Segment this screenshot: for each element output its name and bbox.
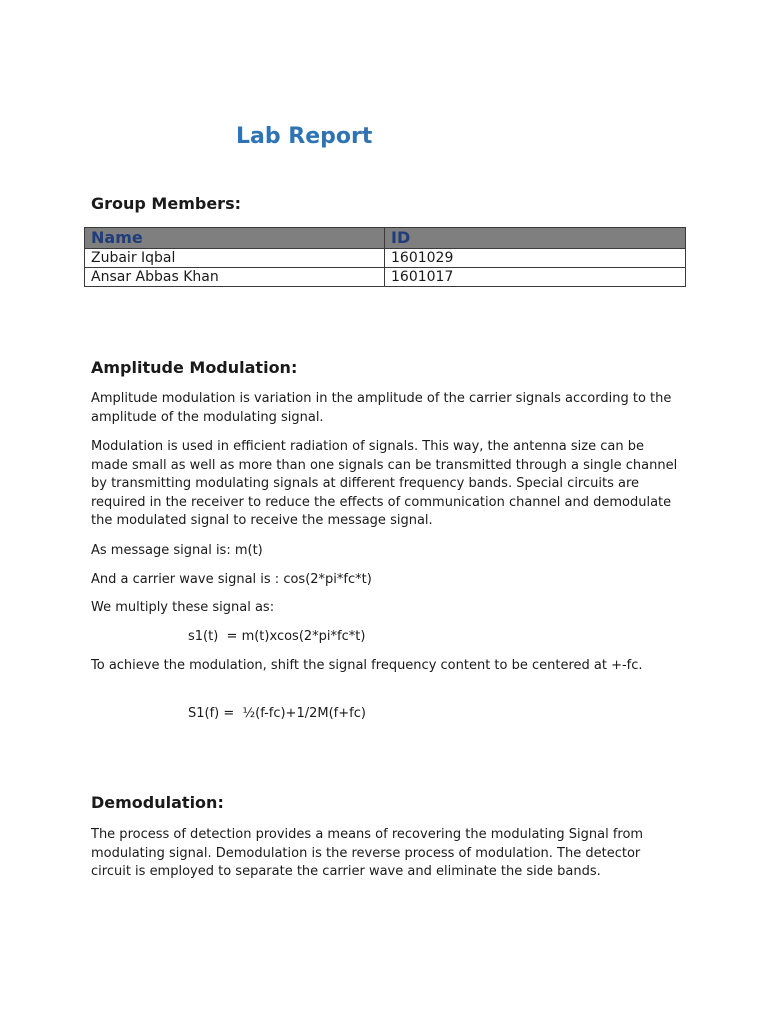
equation-s1t: s1(t) = m(t)xcos(2*pi*fc*t): [188, 629, 366, 644]
equation-s1f: S1(f) = ½(f-fc)+1/2M(f+fc): [188, 706, 366, 721]
column-header-name: Name: [85, 228, 385, 249]
demodulation-heading: Demodulation:: [91, 793, 224, 812]
group-members-heading: Group Members:: [91, 194, 241, 213]
am-paragraph-definition: Amplitude modulation is variation in the amplitude of the carrier signals according to the amplitude of the modulating signal.: [91, 391, 672, 425]
member-name-cell: Zubair Iqbal: [85, 249, 385, 268]
amplitude-modulation-heading: Amplitude Modulation:: [91, 358, 298, 377]
am-paragraph-message-signal: As message signal is: m(t): [91, 543, 263, 558]
am-paragraph-usage: Modulation is used in efficient radiation of signals. This way, the antenna size can be made small as well as more than one signals can be transmitted through a single channel by transmitting modulating signals at different frequency bands. Special circuits are required in the receiver to reduce the effects of communication channel and demodulate the modulated signal to receive the message signal.: [91, 439, 678, 528]
am-paragraph-shift: To achieve the modulation, shift the signal frequency content to be centered at +-fc.: [91, 658, 643, 673]
am-paragraph-carrier-signal: And a carrier wave signal is : cos(2*pi*fc*t): [91, 572, 372, 587]
demodulation-paragraph: The process of detection provides a means of recovering the modulating Signal from modulating signal. Demodulation is the reverse process of modulation. The detector circuit is employed to separate the carrier wave and eliminate the side bands.: [91, 827, 644, 879]
table-header-row: [85, 228, 686, 249]
column-header-id: ID: [385, 228, 686, 249]
member-id-cell: 1601017: [385, 268, 686, 287]
member-id-cell: 1601029: [385, 249, 686, 268]
table-row: [85, 249, 686, 268]
table-row: [85, 268, 686, 287]
group-members-table: [84, 227, 686, 287]
member-name-cell: Ansar Abbas Khan: [85, 268, 385, 287]
am-paragraph-multiply: We multiply these signal as:: [91, 600, 275, 615]
page-title: Lab Report: [236, 124, 373, 149]
